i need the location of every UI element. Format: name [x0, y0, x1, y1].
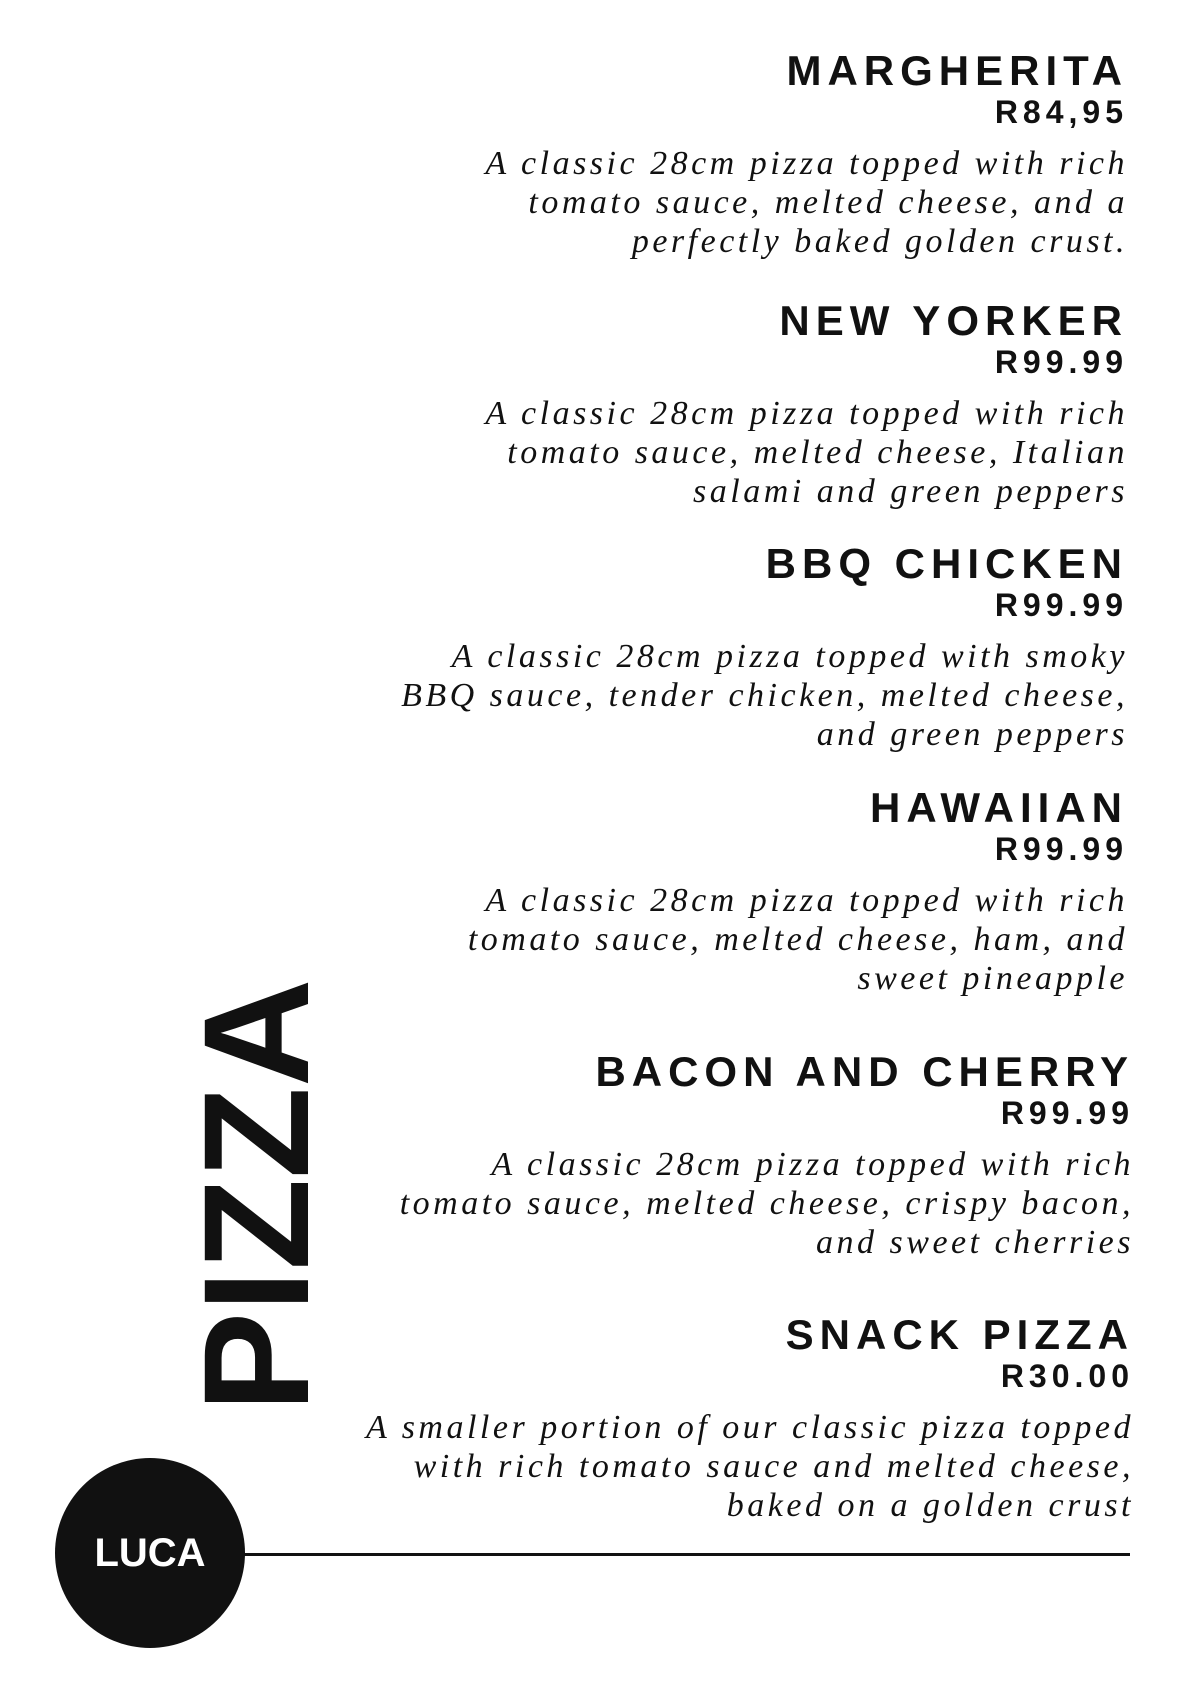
- item-description: [468, 881, 1128, 998]
- item-description-line: A classic 28cm pizza topped with rich: [491, 1146, 1134, 1183]
- menu-item-bacon-and-cherry: [400, 1049, 1134, 1262]
- item-description-line: BBQ sauce, tender chicken, melted cheese,: [401, 677, 1128, 714]
- item-name: BACON AND CHERRY: [595, 1048, 1134, 1095]
- item-description: [485, 144, 1128, 261]
- item-price: R99.99: [994, 831, 1128, 867]
- item-description-line: with rich tomato sauce and melted cheese,: [413, 1448, 1134, 1485]
- item-price: R99.99: [1000, 1095, 1134, 1131]
- item-description-line: and green peppers: [816, 716, 1128, 753]
- item-price: R99.99: [994, 587, 1128, 623]
- item-description-line: tomato sauce, melted cheese, and a: [528, 184, 1128, 221]
- menu-item-margherita: [485, 48, 1128, 261]
- divider: [240, 1553, 1130, 1556]
- menu-item-hawaiian: [468, 785, 1128, 998]
- item-description-line: A smaller portion of our classic pizza topped: [366, 1409, 1134, 1446]
- item-name: SNACK PIZZA: [785, 1311, 1134, 1358]
- item-description-line: A classic 28cm pizza topped with rich: [485, 145, 1128, 182]
- menu-item-new-yorker: [485, 298, 1128, 511]
- item-description: [366, 1408, 1134, 1525]
- item-name: NEW YORKER: [779, 297, 1128, 344]
- item-description-line: A classic 28cm pizza topped with rich: [485, 395, 1128, 432]
- section-title: PIZZA: [172, 978, 340, 1412]
- item-description-line: A classic 28cm pizza topped with rich: [485, 882, 1128, 919]
- item-description: [401, 637, 1128, 754]
- item-description-line: A classic 28cm pizza topped with smoky: [451, 638, 1128, 675]
- item-price: R84,95: [994, 94, 1128, 130]
- item-description-line: salami and green peppers: [693, 473, 1128, 510]
- item-description-line: and sweet cherries: [816, 1224, 1134, 1261]
- item-description-line: tomato sauce, melted cheese, crispy bacon,: [399, 1185, 1134, 1222]
- item-name: HAWAIIAN: [870, 784, 1128, 831]
- item-description-line: perfectly baked golden crust.: [631, 223, 1128, 260]
- item-description-line: tomato sauce, melted cheese, Italian: [507, 434, 1128, 471]
- item-name: MARGHERITA: [786, 47, 1128, 94]
- item-description-line: baked on a golden crust: [726, 1487, 1134, 1524]
- brand-logo: [55, 1458, 245, 1648]
- menu-item-snack-pizza: [366, 1312, 1134, 1525]
- logo-text: LUCA: [94, 1530, 206, 1575]
- item-description-line: tomato sauce, melted cheese, ham, and: [467, 921, 1128, 958]
- item-price: R30.00: [1000, 1358, 1134, 1394]
- menu-item-bbq-chicken: [401, 541, 1128, 754]
- item-description: [400, 1145, 1134, 1262]
- item-name: BBQ CHICKEN: [765, 540, 1128, 587]
- item-description-line: sweet pineapple: [857, 960, 1128, 997]
- item-price: R99.99: [994, 344, 1128, 380]
- item-description: [485, 394, 1128, 511]
